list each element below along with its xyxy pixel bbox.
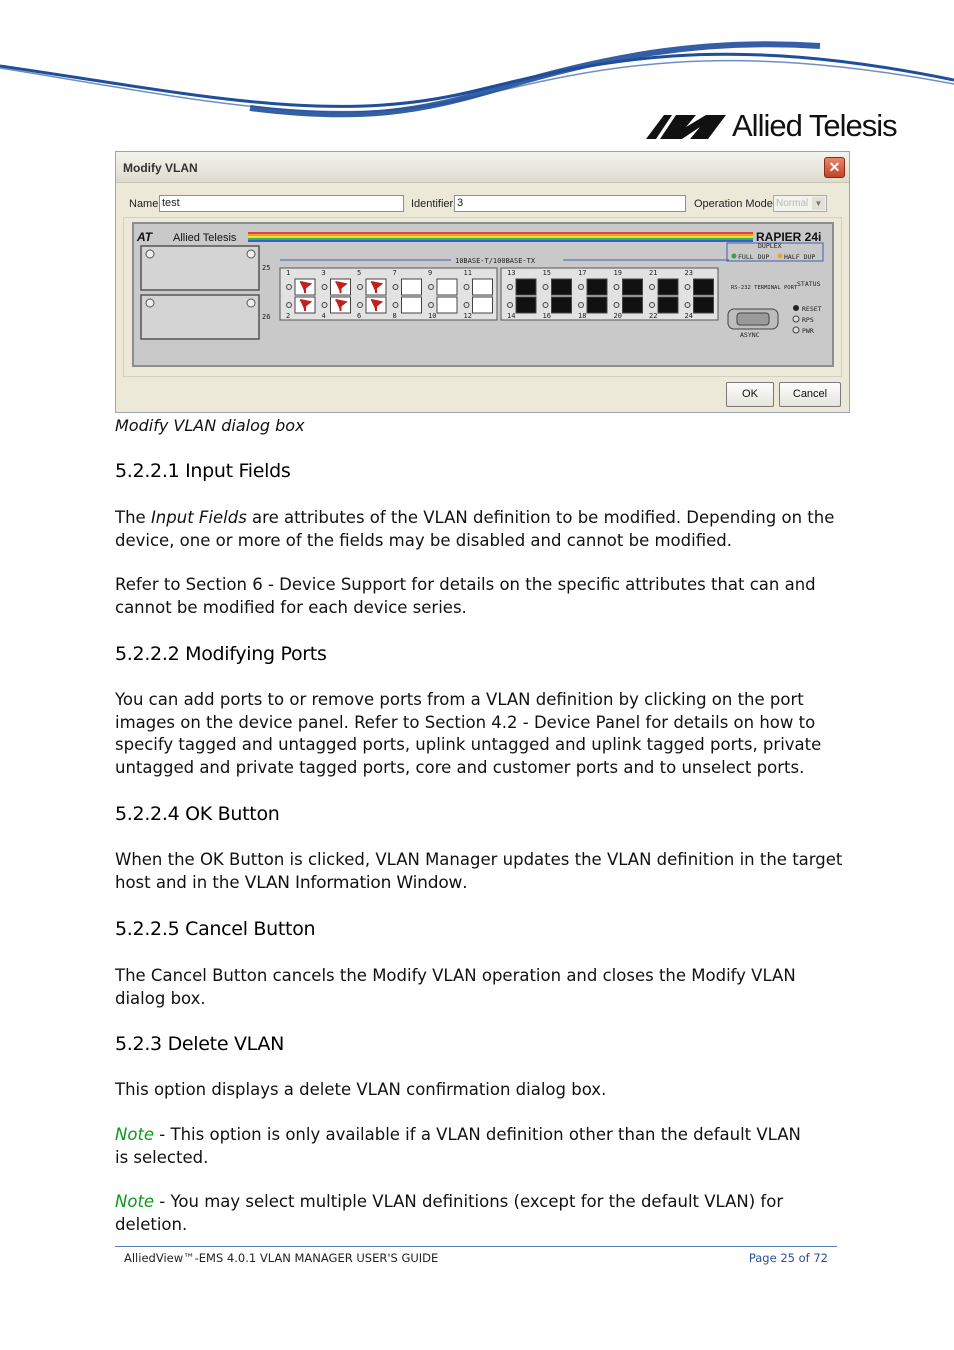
duplex-label: DUPLEX [758, 242, 782, 250]
port-led [579, 303, 584, 308]
heading-input-fields: 5.2.2.1 Input Fields [115, 460, 291, 482]
port-led [685, 303, 690, 308]
half-dup-label: HALF DUP [784, 253, 816, 261]
port-number-label: 18 [578, 312, 587, 320]
rs232-port-icon [728, 309, 778, 329]
port-number-label: 2 [286, 312, 291, 320]
logo-mark-icon [646, 113, 726, 139]
port-number-label: 17 [578, 269, 587, 277]
cancel-button[interactable]: Cancel [779, 382, 841, 407]
port-led [358, 303, 363, 308]
paragraph-delete-vlan: This option displays a delete VLAN confirmation dialog box. [115, 1080, 607, 1099]
port-11[interactable] [473, 279, 493, 295]
dialog-titlebar [116, 152, 849, 183]
uplink-25-label: 25 [262, 264, 271, 272]
port-number-label: 19 [613, 269, 622, 277]
footer-title: AlliedView™-EMS 4.0.1 VLAN MANAGER USER'S GUIDE [124, 1251, 439, 1265]
port-24[interactable] [694, 297, 714, 313]
logo-text: Allied Telesis [732, 108, 897, 143]
port-led [287, 303, 292, 308]
port-13[interactable] [516, 279, 536, 295]
port-number-label: 10 [428, 312, 437, 320]
modify-vlan-dialog [115, 151, 850, 413]
panel-rainbow-stripes [248, 232, 753, 242]
port-number-label: 20 [613, 312, 622, 320]
identifier-label: Identifier [411, 198, 454, 210]
port-number-label: 24 [684, 312, 693, 320]
identifier-input[interactable]: 3 [454, 195, 686, 212]
port-number-label: 5 [357, 269, 362, 277]
port-number-label: 9 [428, 269, 433, 277]
port-led [287, 285, 292, 290]
uplink-module-26[interactable] [141, 295, 259, 339]
port-16[interactable] [552, 297, 572, 313]
heading-delete-vlan: 5.2.3 Delete VLAN [115, 1033, 284, 1055]
port-number-label: 6 [357, 312, 362, 320]
port-led [543, 303, 548, 308]
panel-brand: Allied Telesis [173, 232, 237, 244]
port-led [650, 285, 655, 290]
port-number-label: 21 [649, 269, 658, 277]
operation-mode-value: Normal [776, 198, 809, 209]
port-number-label: 1 [286, 269, 291, 277]
dialog-title: Modify VLAN [123, 161, 198, 175]
port-number-label: 14 [507, 312, 516, 320]
port-led [358, 285, 363, 290]
paragraph-input-fields-1: The Input Fields are attributes of the VLAN definition to be modified. Depending on the device, one or more of the fields may be disabled and cannot be modified. [115, 508, 835, 550]
emphasis-input-fields: Input Fields [150, 508, 247, 527]
port-7[interactable] [402, 279, 422, 295]
port-9[interactable] [437, 279, 457, 295]
uplink-26-label: 26 [262, 313, 271, 321]
paragraph-ok-button: When the OK Button is clicked, VLAN Manager updates the VLAN definition in the target host and in the VLAN Information Window. [115, 850, 843, 893]
port-number-label: 15 [542, 269, 551, 277]
close-icon[interactable]: ✕ [824, 157, 845, 178]
port-led [393, 285, 398, 290]
paragraph-cancel-button: The Cancel Button cancels the Modify VLAN operation and closes the Modify VLAN dialog box. [115, 966, 796, 1008]
status-label: STATUS [797, 280, 821, 288]
port-17[interactable] [587, 279, 607, 295]
name-label: Name [129, 198, 159, 210]
port-led [579, 285, 584, 290]
port-led [650, 303, 655, 308]
note-1: Note - This option is only available if a VLAN definition other than the default VLAN is selected. [115, 1125, 801, 1167]
full-dup-label: FULL DUP [738, 253, 770, 261]
port-led [429, 285, 434, 290]
port-number-label: 13 [507, 269, 516, 277]
paragraph-input-fields-2: Refer to Section 6 - Device Support for details on the specific attributes that can and cannot be modified for each device series. [115, 575, 816, 617]
port-14[interactable] [516, 297, 536, 313]
async-label: ASYNC [740, 331, 760, 339]
port-23[interactable] [694, 279, 714, 295]
port-led [543, 285, 548, 290]
port-number-label: 23 [684, 269, 693, 277]
heading-ok-button: 5.2.2.4 OK Button [115, 803, 280, 825]
note-label: Note [115, 1192, 155, 1211]
ok-button[interactable]: OK [726, 382, 774, 407]
allied-telesis-logo [646, 108, 897, 144]
port-led [685, 285, 690, 290]
name-input[interactable]: test [159, 195, 404, 212]
port-number-label: 3 [321, 269, 326, 277]
heading-cancel-button: 5.2.2.5 Cancel Button [115, 918, 316, 940]
paragraph-modifying-ports: You can add ports to or remove ports from a VLAN definition by clicking on the port images on the device panel. Refer to Section 4.2 - Device Panel for details on how to specify tagged and untagged ports, uplink untagged and uplink tagged ports, private untagged and private tagged ports, core and customer ports and to unselect ports. [115, 690, 822, 777]
port-21[interactable] [658, 279, 678, 295]
port-12[interactable] [473, 297, 493, 313]
port-led [464, 285, 469, 290]
port-number-label: 11 [463, 269, 472, 277]
port-10[interactable] [437, 297, 457, 313]
port-led [508, 285, 513, 290]
port-number-label: 22 [649, 312, 658, 320]
port-number-label: 16 [542, 312, 551, 320]
footer-divider [115, 1246, 837, 1247]
reset-label: RESET [802, 305, 822, 313]
port-number-label: 12 [463, 312, 472, 320]
uplink-module-25[interactable] [141, 246, 259, 290]
operation-mode-select[interactable] [773, 195, 827, 212]
vlan-information-window-ref: VLAN Information Window [244, 872, 463, 893]
note-2: Note - You may select multiple VLAN definitions (except for the default VLAN) for deletion. [115, 1192, 784, 1234]
port-19[interactable] [623, 279, 643, 295]
port-led [464, 303, 469, 308]
port-number-label: 7 [392, 269, 397, 277]
operation-mode-label: Operation Mode [694, 198, 773, 210]
port-15[interactable] [552, 279, 572, 295]
chevron-down-icon: ▼ [812, 197, 825, 210]
port-led [393, 303, 398, 308]
heading-modifying-ports: 5.2.2.2 Modifying Ports [115, 643, 327, 665]
rs232-label: RS-232 TERMINAL PORT [731, 285, 798, 291]
port-8[interactable] [402, 297, 422, 313]
figure-caption: Modify VLAN dialog box [115, 416, 305, 435]
port-led [429, 303, 434, 308]
port-18[interactable] [587, 297, 607, 313]
port-22[interactable] [658, 297, 678, 313]
port-number-label: 4 [321, 312, 326, 320]
port-led [508, 303, 513, 308]
port-led [322, 285, 327, 290]
port-led [322, 303, 327, 308]
port-20[interactable] [623, 297, 643, 313]
port-led [614, 285, 619, 290]
port-led [614, 303, 619, 308]
note-label: Note [115, 1125, 155, 1144]
panel-brand-mark: AT [137, 230, 153, 244]
rps-label: RPS [802, 316, 814, 324]
panel-model: RAPIER 24i [756, 230, 822, 244]
device-panel [123, 217, 842, 377]
footer-page-number: Page 25 of 72 [748, 1251, 828, 1265]
port-group-label: 10BASE-T/100BASE-TX [455, 257, 536, 265]
port-number-label: 8 [392, 312, 397, 320]
pwr-label: PWR [802, 327, 814, 335]
